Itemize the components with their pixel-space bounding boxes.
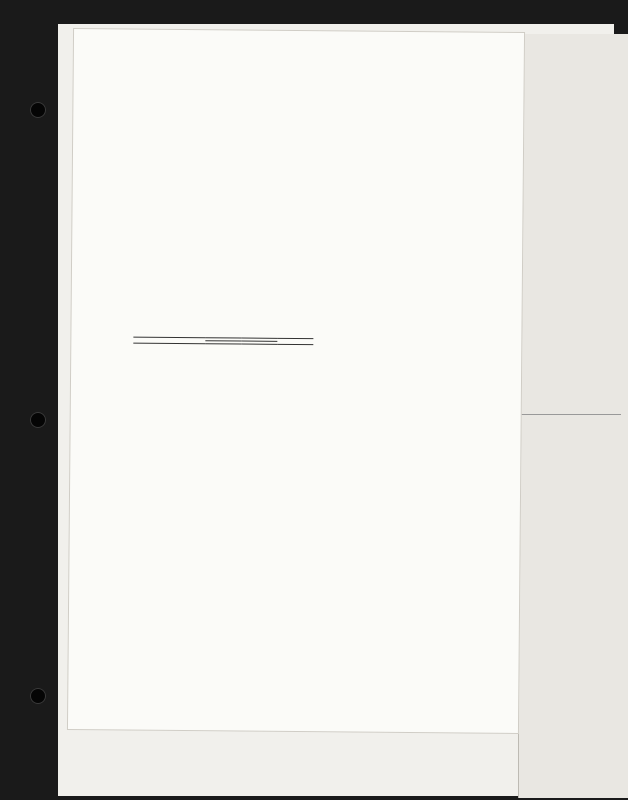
table-grid [133, 337, 313, 346]
binder-hole-top [30, 102, 46, 118]
col-cot-header [205, 341, 241, 344]
binder-hole-middle [30, 412, 46, 428]
table-note [133, 348, 313, 350]
journal-page [67, 28, 525, 734]
running-header [112, 37, 510, 54]
body-paragraph [323, 327, 491, 328]
col-source-header [133, 337, 205, 344]
table-title [133, 334, 313, 336]
table-note [133, 348, 313, 350]
table-1 [133, 334, 313, 350]
adjacent-page [518, 34, 628, 798]
figure-1-chart [136, 82, 478, 261]
body-paragraph [323, 327, 491, 328]
table-footnotes [133, 348, 313, 350]
col-tm-header [277, 338, 313, 344]
body-text-column [323, 327, 491, 328]
adjacent-page-graph-rule [521, 414, 621, 415]
binder-hole-bottom [30, 688, 46, 704]
col-scatchard-header [241, 341, 277, 344]
table-note [133, 348, 313, 350]
